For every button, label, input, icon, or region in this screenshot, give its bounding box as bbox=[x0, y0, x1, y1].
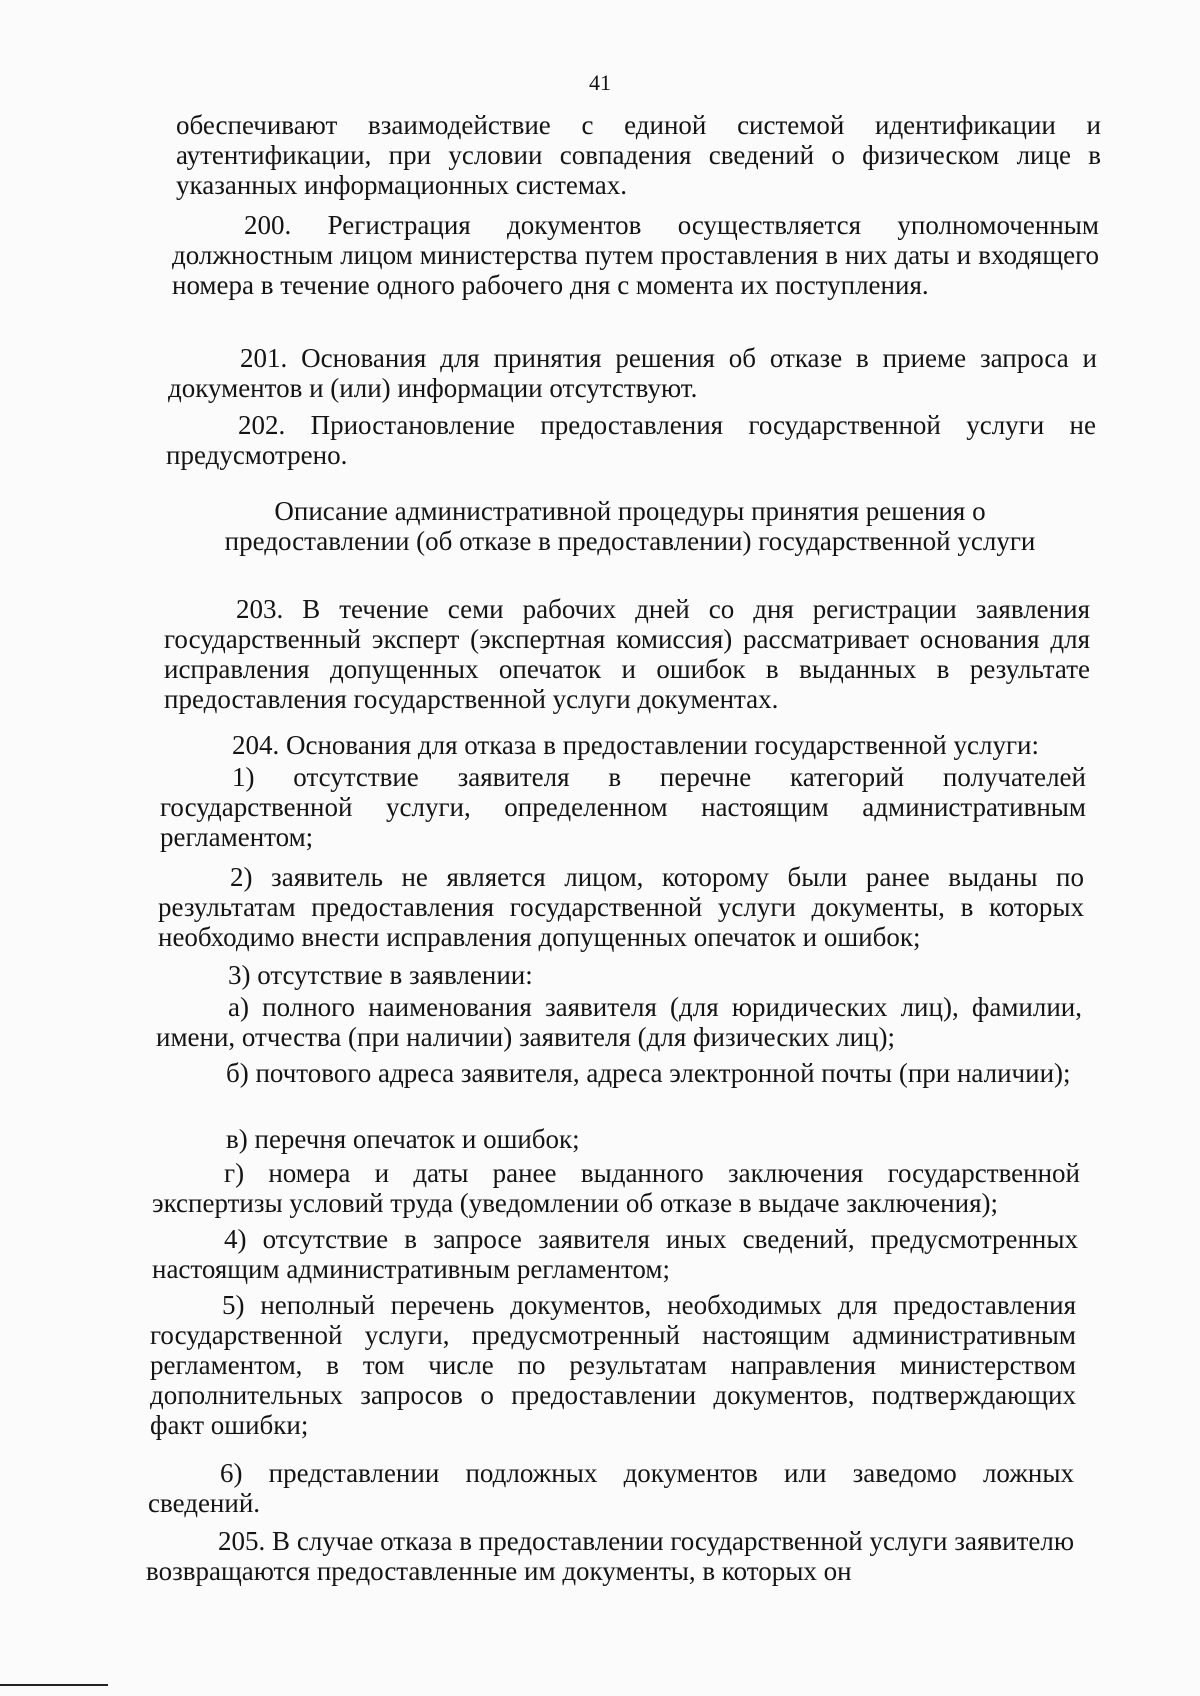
paragraph-204-6: 6) представлении подложных документов или заведомо ложных сведений. bbox=[148, 1458, 1074, 1518]
section-heading bbox=[190, 496, 1070, 556]
paragraph-204: 204. Основания для отказа в предоставлении государственной услуги: bbox=[232, 730, 1039, 760]
paragraph-204-1: 1) отсутствие заявителя в перечне категорий получателей государственной услуги, определенном настоящим административным регламентом; bbox=[160, 762, 1086, 852]
page-number: 41 bbox=[589, 70, 611, 95]
paragraph-204-3-a: а) полного наименования заявителя (для юридических лиц), фамилии, имени, отчества (при наличии) заявителя (для физических лиц); bbox=[156, 992, 1082, 1052]
paragraph-204-5: 5) неполный перечень документов, необходимых для предоставления государственной услуги, предусмотренный настоящим административным регламентом, в том числе по результатам направления министерством дополнительных запросов о предоставлении документов, подтверждающих факт ошибки; bbox=[150, 1290, 1076, 1440]
section-heading-line-1: Описание административной процедуры принятия решения о bbox=[274, 496, 986, 526]
paragraph-204-3: 3) отсутствие в заявлении: bbox=[228, 960, 533, 990]
bottom-scan-rule bbox=[0, 1684, 108, 1686]
paragraph-204-3-g: г) номера и даты ранее выданного заключения государственной экспертизы условий труда (уведомлении об отказе в выдаче заключения); bbox=[152, 1158, 1080, 1218]
paragraph-continuation: обеспечивают взаимодействие с единой системой идентификации и аутентификации, при условии совпадения сведений о физическом лице в указанных информационных системах. bbox=[176, 110, 1101, 200]
paragraph-203: 203. В течение семи рабочих дней со дня регистрации заявления государственный эксперт (экспертная комиссия) рассматривает основания для исправления допущенных опечаток и ошибок в выданных в результате предоставления государственной услуги документах. bbox=[164, 594, 1090, 714]
paragraph-204-3-v: в) перечня опечаток и ошибок; bbox=[226, 1124, 580, 1154]
paragraph-204-4: 4) отсутствие в запросе заявителя иных сведений, предусмотренных настоящим административным регламентом; bbox=[152, 1224, 1078, 1284]
paragraph-205: 205. В случае отказа в предоставлении государственной услуги заявителю возвращаются предоставленные им документы, в которых он bbox=[146, 1526, 1074, 1586]
paragraph-201: 201. Основания для принятия решения об отказе в приеме запроса и документов и (или) информации отсутствуют. bbox=[168, 343, 1097, 403]
paragraph-204-3-b: б) почтового адреса заявителя, адреса электронной почты (при наличии); bbox=[226, 1058, 1071, 1088]
paragraph-202: 202. Приостановление предоставления государственной услуги не предусмотрено. bbox=[166, 410, 1096, 470]
paragraph-204-2: 2) заявитель не является лицом, которому были ранее выданы по результатам предоставления государственной услуги документы, в которых необходимо внести исправления допущенных опечаток и ошибок; bbox=[158, 862, 1084, 952]
paragraph-200: 200. Регистрация документов осуществляется уполномоченным должностным лицом министерства путем проставления в них даты и входящего номера в течение одного рабочего дня с момента их поступления. bbox=[172, 210, 1099, 300]
section-heading-line-2: предоставлении (об отказе в предоставлении) государственной услуги bbox=[224, 526, 1036, 556]
